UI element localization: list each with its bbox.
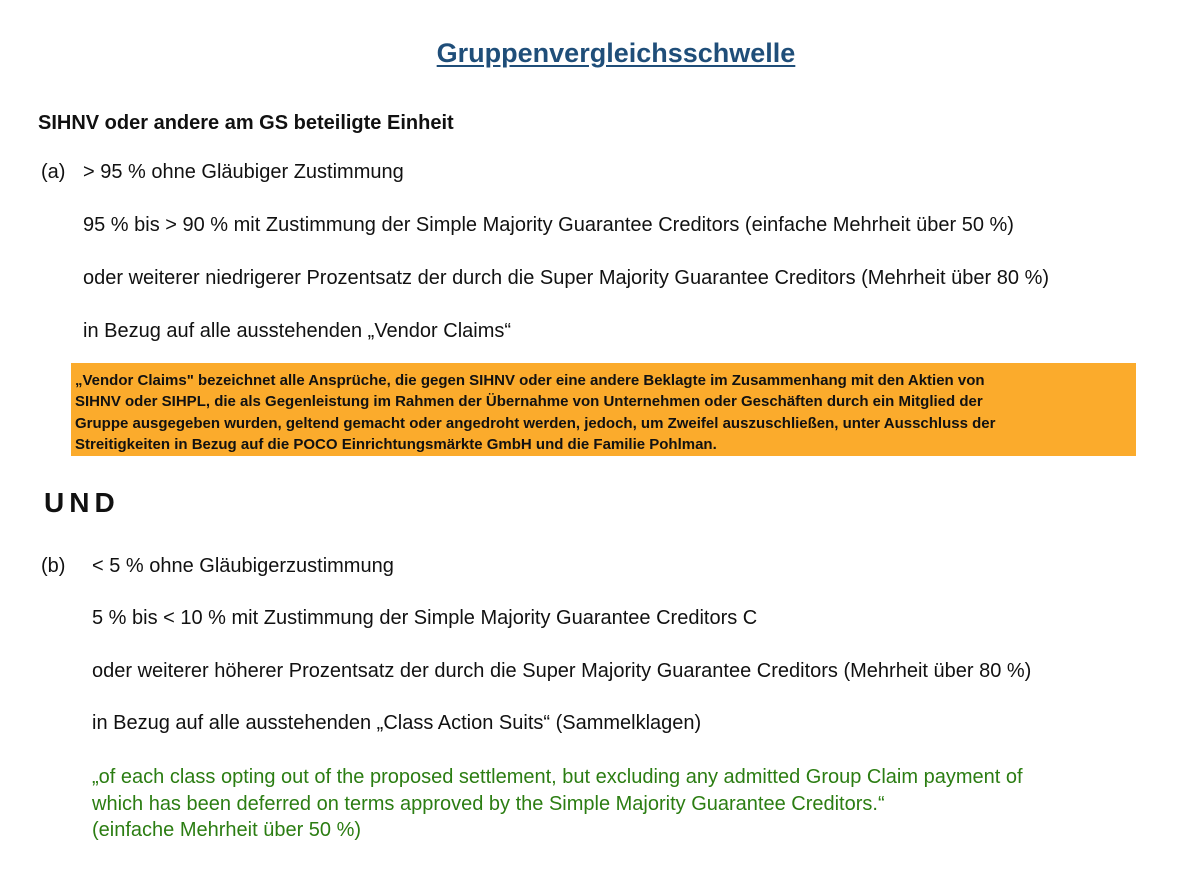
- section-a-line-1: > 95 % ohne Gläubiger Zustimmung: [83, 161, 404, 183]
- definition-line: „Vendor Claims" bezeichnet alle Ansprüche, die gegen SIHNV oder eine andere Beklagte im Zusammenhang mit den Aktien von: [75, 372, 985, 389]
- definition-line: Gruppe ausgegeben wurden, geltend gemacht oder angedroht werden, jedoch, um Zweifel auszuschließen, unter Ausschluss der: [75, 414, 996, 432]
- section-a-line-2: 95 % bis > 90 % mit Zustimmung der Simple Majority Guarantee Creditors (einfache Mehrheit über 50 %): [83, 214, 1014, 236]
- section-b-line-2: 5 % bis < 10 % mit Zustimmung der Simple Majority Guarantee Creditors C: [92, 607, 758, 629]
- vendor-claims-definition-box: [71, 363, 1136, 456]
- section-b-line-1: < 5 % ohne Gläubigerzustimmung: [92, 555, 394, 577]
- section-a-line-4: in Bezug auf alle ausstehenden „Vendor Claims“: [83, 320, 512, 342]
- quote-line: „of each class opting out of the proposed settlement, but excluding any admitted Group Claim payment of: [92, 766, 1023, 788]
- section-a-label: (a): [41, 161, 66, 183]
- definition-line: Streitigkeiten in Bezug auf die POCO Einrichtungsmärkte GmbH und die Familie Pohlman.: [75, 435, 717, 453]
- quote-line: which has been deferred on terms approved by the Simple Majority Guarantee Creditors.“: [92, 792, 885, 815]
- section-b-line-4: in Bezug auf alle ausstehenden „Class Action Suits“ (Sammelklagen): [92, 712, 702, 734]
- section-a-line-3: oder weiterer niedrigerer Prozentsatz der durch die Super Majority Guarantee Creditors (Mehrheit über 80 %): [83, 267, 1050, 289]
- section-heading: SIHNV oder andere am GS beteiligte Einheit: [38, 112, 454, 134]
- class-action-quote: [92, 764, 1152, 844]
- section-b-label: (b): [41, 555, 66, 577]
- und-separator: UND: [44, 487, 120, 518]
- section-b-line-3: oder weiterer höherer Prozentsatz der durch die Super Majority Guarantee Creditors (Mehrheit über 80 %): [92, 660, 1032, 682]
- definition-line: SIHNV oder SIHPL, die als Gegenleistung im Rahmen der Übernahme von Unternehmen oder Geschäften durch ein Mitglied der: [75, 393, 983, 411]
- quote-line: (einfache Mehrheit über 50 %): [92, 819, 362, 841]
- page-title: Gruppenvergleichsschwelle: [436, 38, 796, 68]
